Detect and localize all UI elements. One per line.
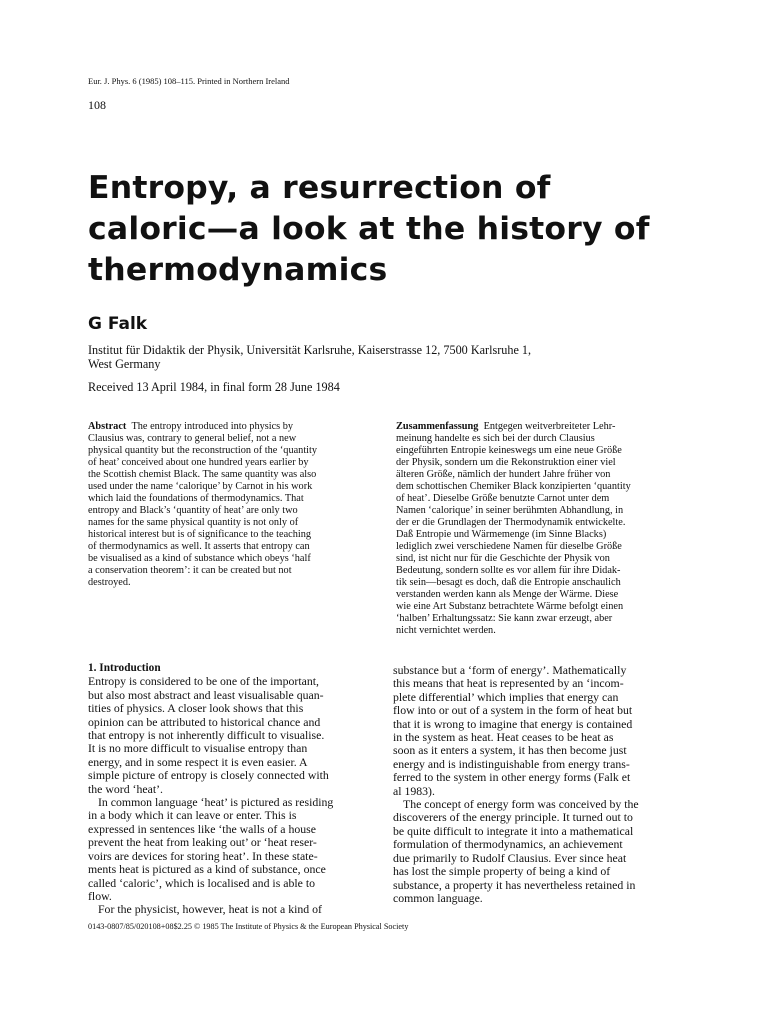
section-heading: 1. Introduction xyxy=(88,662,161,674)
page-number: 108 xyxy=(88,98,106,112)
author-name: G Falk xyxy=(88,314,148,334)
abstract-line: a conservation theorem’: it can be created but not xyxy=(88,565,292,576)
abstract-line: physical quantity but the reconstruction of the ‘quantity xyxy=(88,445,318,456)
paper-title xyxy=(88,168,708,291)
body-line: prevent the heat from leaking out’ or ‘heat reser- xyxy=(88,835,317,850)
body-line: in the system as heat. Heat ceases to be heat as xyxy=(393,730,614,745)
zusammenfassung-line: of heat’. Dieselbe Größe benutzte Carnot unter dem xyxy=(396,493,610,504)
abstract-english xyxy=(88,421,378,589)
body-line: this means that heat is represented by an ‘incom- xyxy=(393,676,624,691)
body-column-right xyxy=(393,664,693,905)
affiliation-line: Institut für Didaktik der Physik, Universität Karlsruhe, Kaiserstrasse 12, 7500 Karlsruhe 1, xyxy=(88,343,532,357)
body-line: common language. xyxy=(393,890,483,905)
zusammenfassung-line: lediglich zwei verschiedene Namen für dieselbe Größe xyxy=(396,541,622,552)
zusammenfassung-line: Bedeutung, sondern sollte es vor allem für ihre Didak- xyxy=(396,565,621,576)
body-line: tities of physics. A closer look shows that this xyxy=(88,701,304,716)
abstract-line: destroyed. xyxy=(88,577,131,588)
body-line: expressed in sentences like ‘the walls of a house xyxy=(88,821,317,836)
body-line: discoverers of the energy principle. It turned out to xyxy=(393,810,633,825)
zusammenfassung-line: nicht vernichtet werden. xyxy=(396,625,496,636)
abstract-line: of heat’ conceived about one hundred years earlier by xyxy=(88,457,309,468)
abstract-line: used under the name ‘calorique’ by Carnot in his work xyxy=(88,481,313,492)
body-line: The concept of energy form was conceived by the xyxy=(403,797,639,812)
abstract-line: the Scottish chemist Black. The same quantity was also xyxy=(88,469,317,480)
zusammenfassung-line: Namen ‘calorique’ in seiner berühmten Abhandlung, in xyxy=(396,505,624,516)
body-line: simple picture of entropy is closely connected with xyxy=(88,768,329,783)
zusammenfassung-line: eingeführten Entropie keineswegs um eine neue Größe xyxy=(396,445,622,456)
body-line: ments heat is pictured as a kind of substance, once xyxy=(88,862,326,877)
zusammenfassung-line: der er die Grundlagen der Thermodynamik entwickelte. xyxy=(396,517,626,528)
body-line: For the physicist, however, heat is not a kind of xyxy=(98,902,322,917)
abstract-line: names for the same physical quantity is not only of xyxy=(88,517,299,528)
author-affiliation xyxy=(88,343,531,371)
body-line: due primarily to Rudolf Clausius. Ever since heat xyxy=(393,850,627,865)
abstract-line: which laid the foundations of thermodynamics. That xyxy=(88,493,304,504)
body-line: formulation of thermodynamics, an achievement xyxy=(393,837,623,852)
zusammenfassung-line: verstanden werden kann als Menge der Wärme. Diese xyxy=(396,589,619,600)
body-line: the word ‘heat’. xyxy=(88,781,164,796)
body-line: Entropy is considered to be one of the important, xyxy=(88,674,319,689)
title-line: thermodynamics xyxy=(88,252,388,288)
body-line: be quite difficult to integrate it into a mathematical xyxy=(393,823,634,838)
abstract-line: Clausius was, contrary to general belief, not a new xyxy=(88,433,297,444)
body-line: ferred to the system in other energy forms (Falk et xyxy=(393,770,631,785)
body-line: energy and is indistinguishable from energy trans- xyxy=(393,756,630,771)
body-line: plete differential’ which implies that energy can xyxy=(393,689,619,704)
zusammenfassung-heading: Zusammenfassung xyxy=(396,421,479,432)
zusammenfassung-line: ‘halben’ Erhaltungssatz: Sie kann zwar erzeugt, aber xyxy=(396,613,613,624)
zusammenfassung-text: Entgegen weitverbreiteter Lehr- xyxy=(483,421,616,432)
body-line: substance, a property it has nevertheless retained in xyxy=(393,877,636,892)
zusammenfassung-line: der Physik, sondern um die Rekonstruktion einer viel xyxy=(396,457,616,468)
body-line: has lost the simple property of being a kind of xyxy=(393,864,611,879)
zusammenfassung-line: tik sein—besagt es doch, daß die Entropie anschaulich xyxy=(396,577,621,588)
affiliation-line: West Germany xyxy=(88,357,161,371)
body-line: voirs are devices for storing heat’. In these state- xyxy=(88,848,318,863)
body-line: energy, and in some respect it is even easier. A xyxy=(88,754,308,769)
body-line: In common language ‘heat’ is pictured as residing xyxy=(98,795,334,810)
body-line: al 1983). xyxy=(393,783,435,798)
body-line: in a body which it can leave or enter. This is xyxy=(88,808,297,823)
body-line: flow into or out of a system in the form of heat but xyxy=(393,703,633,718)
zusammenfassung-line: sind, ist nicht nur für die Geschichte der Physik von xyxy=(396,553,610,564)
zusammenfassung-line: älteren Größe, nämlich der hundert Jahre früher von xyxy=(396,469,611,480)
body-line: opinion can be attributed to historical chance and xyxy=(88,714,321,729)
zusammenfassung-line: Daß Entropie und Wärmemenge (im Sinne Blacks) xyxy=(396,529,607,540)
abstract-line: be visualised as a kind of substance which obeys ‘half xyxy=(88,553,311,564)
body-line: called ‘caloric’, which is localised and is able to xyxy=(88,875,316,890)
zusammenfassung-line: meinung handelte es sich bei der durch Clausius xyxy=(396,433,595,444)
zusammenfassung-line: wie eine Art Substanz betrachtete Wärme befolgt einen xyxy=(396,601,624,612)
body-line: that entropy is not inherently difficult to visualise. xyxy=(88,728,325,743)
zusammenfassung-line: dem schottischen Chemiker Black konzipierten ‘quantity xyxy=(396,481,631,492)
abstract-line: entropy and Black’s ‘quantity of heat’ are only two xyxy=(88,505,298,516)
title-line: Entropy, a resurrection of xyxy=(88,170,551,206)
abstract-text: The entropy introduced into physics by xyxy=(131,421,294,432)
body-line: It is no more difficult to visualise entropy than xyxy=(88,741,308,756)
zusammenfassung-line xyxy=(396,421,696,433)
body-column-left xyxy=(88,662,378,917)
abstract-line xyxy=(88,421,378,433)
title-line: caloric—a look at the history of xyxy=(88,211,650,247)
received-date: Received 13 April 1984, in final form 28 June 1984 xyxy=(88,380,340,394)
abstract-heading: Abstract xyxy=(88,421,127,432)
abstract-line: historical interest but is of significance to the teaching xyxy=(88,529,312,540)
body-line: flow. xyxy=(88,888,112,903)
copyright-footer: 0143-0807/85/020108+08$2.25 © 1985 The Institute of Physics & the European Physical Society xyxy=(88,922,409,931)
body-line: substance but a ‘form of energy’. Mathematically xyxy=(393,663,627,677)
journal-citation: Eur. J. Phys. 6 (1985) 108–115. Printed in Northern Ireland xyxy=(88,76,290,86)
body-line: soon as it enters a system, it has then become just xyxy=(393,743,627,758)
body-line: but also most abstract and least visualisable quan- xyxy=(88,687,324,702)
body-line: that it is wrong to imagine that energy is contained xyxy=(393,716,633,731)
abstract-line: of thermodynamics as well. It asserts that entropy can xyxy=(88,541,310,552)
abstract-german xyxy=(396,421,696,637)
